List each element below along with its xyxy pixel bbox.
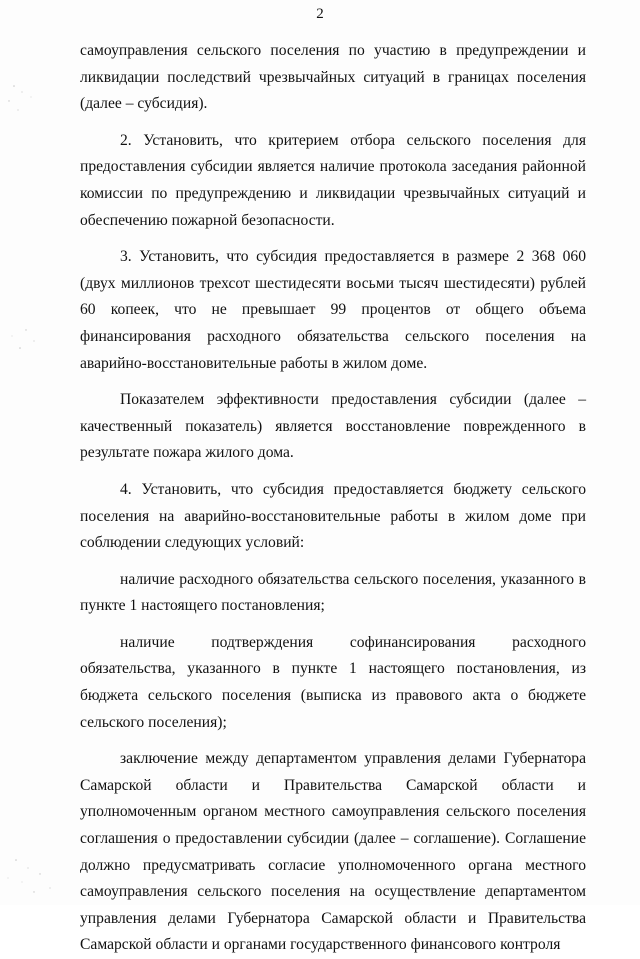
page-number: 2 [316, 6, 324, 22]
document-body [80, 38, 586, 959]
paragraph-efficiency-indicator: Показателем эффективности предоставления субсидии (далее – качественный показатель) является восстановление поврежденного в результате пожара жилого дома. [80, 391, 586, 462]
paragraph-condition-1: наличие расходного обязательства сельского поселения, указанного в пункте 1 настоящего постановления; [80, 570, 586, 615]
paragraph-item-4: 4. Установить, что субсидия предоставляется бюджету сельского поселения на аварийно-восстановительные работы в жилом доме при соблюдении следующих условий: [80, 480, 586, 552]
paragraph-item-3: 3. Установить, что субсидия предоставляется в размере 2 368 060 (двух миллионов трехсот шестидесяти восьми тысяч шестидесяти) рублей 60 копеек, что не превышает 99 процентов от общего объема финансирования расходного обязательства сельского поселения на аварийно-восстановительные работы в жилом доме. [80, 248, 586, 372]
paragraph-condition-3: заключение между департаментом управления делами Губернатора Самарской области и Правительства Самарской области и уполномоченным органом местного самоуправления сельского поселения соглашения о предоставлении субсидии (далее – соглашение). Соглашение должно предусматривать согласие уполномоченного органа местного самоуправления сельского поселения на осуществление департаментом управления делами Губернатора Самарской области и Правительства Самарской области и органами государственного финансового контроля [80, 750, 586, 954]
paragraph-item-2: 2. Установить, что критерием отбора сельского поселения для предоставления субсидии является наличие протокола заседания районной комиссии по предупреждению и ликвидации чрезвычайных ситуаций и обеспечению пожарной безопасности. [80, 131, 586, 229]
paragraph-condition-2: наличие подтверждения софинансирования расходного обязательства, указанного в пункте 1 настоящего постановления, из бюджета сельского поселения (выписка из правового акта о бюджете сельского поселения); [80, 633, 586, 731]
paragraph-intro-tail: самоуправления сельского поселения по участию в предупреждении и ликвидации последствий чрезвычайных ситуаций в границах поселения (далее – субсидия). [80, 42, 586, 113]
